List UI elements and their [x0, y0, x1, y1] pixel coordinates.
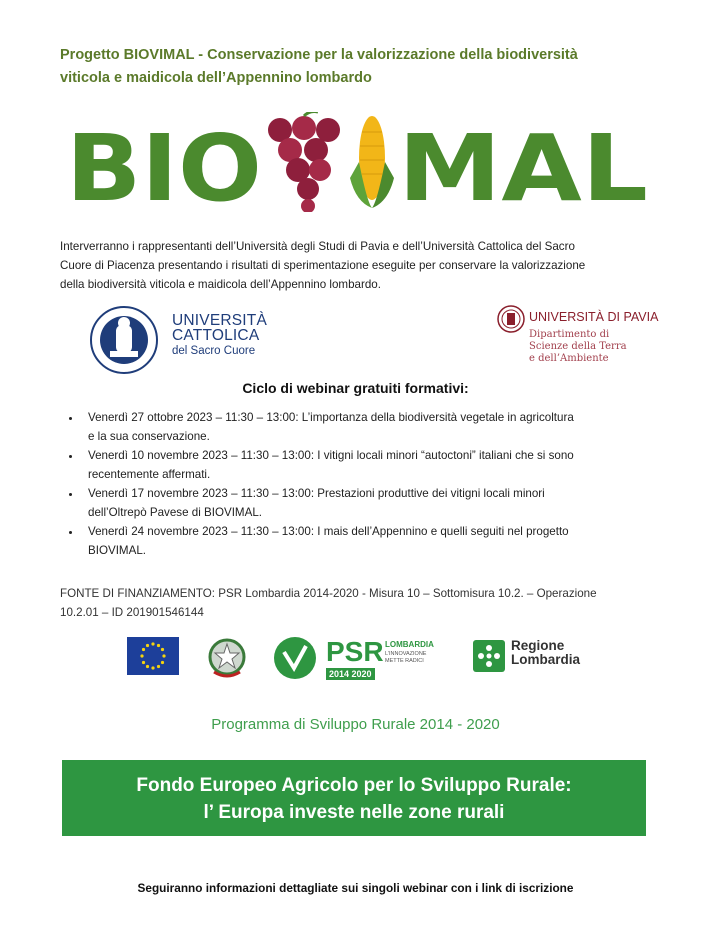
grape-cluster-icon	[268, 112, 340, 212]
regione-lombardia-logo	[473, 636, 593, 676]
psr-region: LOMBARDIA	[385, 640, 434, 649]
webinar-cycle-heading: Ciclo di webinar gratuiti formativi:	[242, 380, 469, 396]
pavia-seal-icon	[497, 305, 525, 333]
cattolica-logo	[88, 305, 278, 375]
biovimal-logo	[62, 112, 652, 212]
intro-line-1: Interverranno i rappresentanti dell’Università degli Studi di Pavia e dell’Università Cattolica del Sacro	[60, 240, 575, 253]
page-title	[60, 44, 660, 90]
intro-paragraph	[60, 237, 660, 294]
psr-tagline: L’INNOVAZIONE METTE RADICI	[385, 651, 427, 664]
webinar-list	[64, 408, 672, 560]
list-item: • Venerdì 10 novembre 2023 – 11:30 – 13:00: I vitigni locali minori “autoctoni” italiani che si sono recentemente affermati.	[82, 446, 672, 484]
regione-rose-icon	[473, 640, 505, 672]
psr-years-badge: 2014 2020	[326, 668, 375, 680]
list-item: • Venerdì 17 novembre 2023 – 11:30 – 13:00: Prestazioni produttive dei vitigni locali minori dell’Oltrepò Pavese di BIOVIMAL.	[82, 484, 672, 522]
logo-text-right: MAL	[398, 115, 648, 212]
banner-line-1: Fondo Europeo Agricolo per lo Sviluppo Rurale:	[136, 775, 572, 796]
pavia-logo	[497, 305, 677, 370]
funding-source: FONTE DI FINANZIAMENTO: PSR Lombardia 2014-2020 - Misura 10 – Sottomisura 10.2. – Operazione 10.2.01 – ID 201901546144	[60, 587, 597, 619]
logo-text-left: BIO	[66, 115, 262, 212]
cattolica-seal-icon	[88, 305, 164, 375]
cattolica-name: UNIVERSITÀ CATTOLICA	[172, 312, 268, 344]
list-item: • Venerdì 27 ottobre 2023 – 11:30 – 13:00: L’importanza della biodiversità vegetale in agricoltura e la sua conservazione.	[82, 408, 672, 446]
psr-text: PSR	[326, 636, 384, 667]
pavia-department: Dipartimento di Scienze della Terra e dell’Ambiente	[529, 329, 627, 364]
cattolica-subtitle: del Sacro Cuore	[172, 345, 256, 357]
psr-check-icon	[273, 636, 317, 680]
pavia-name: UNIVERSITÀ DI PAVIA	[529, 310, 659, 324]
footer-note: Seguiranno informazioni dettagliate sui singoli webinar con i link di iscrizione	[137, 881, 574, 895]
intro-line-3: della biodiversità viticola e maidicola dell’Appennino lombardo.	[60, 278, 381, 291]
corn-cob-icon	[350, 116, 394, 208]
intro-line-2: Cuore di Piacenza presentando i risultati di sperimentazione eseguite per conservare la valorizzazione	[60, 259, 586, 272]
title-line-2: viticola e maidicola dell’Appennino lombardo	[60, 70, 372, 86]
eu-flag-icon	[127, 637, 179, 675]
italian-republic-emblem-icon	[208, 636, 246, 678]
eafrd-banner	[62, 760, 646, 836]
title-line-1: Progetto BIOVIMAL - Conservazione per la valorizzazione della biodiversità	[60, 47, 578, 63]
banner-line-2: l’ Europa investe nelle zone rurali	[203, 802, 505, 823]
list-item: • Venerdì 24 novembre 2023 – 11:30 – 13:00: I mais dell’Appennino e quelli seguiti nel progetto BIOVIMAL.	[82, 522, 672, 560]
programma-label: Programma di Sviluppo Rurale 2014 - 2020	[211, 716, 500, 733]
regione-name: Regione Lombardia	[511, 638, 581, 667]
psr-lombardia-logo	[273, 634, 453, 682]
